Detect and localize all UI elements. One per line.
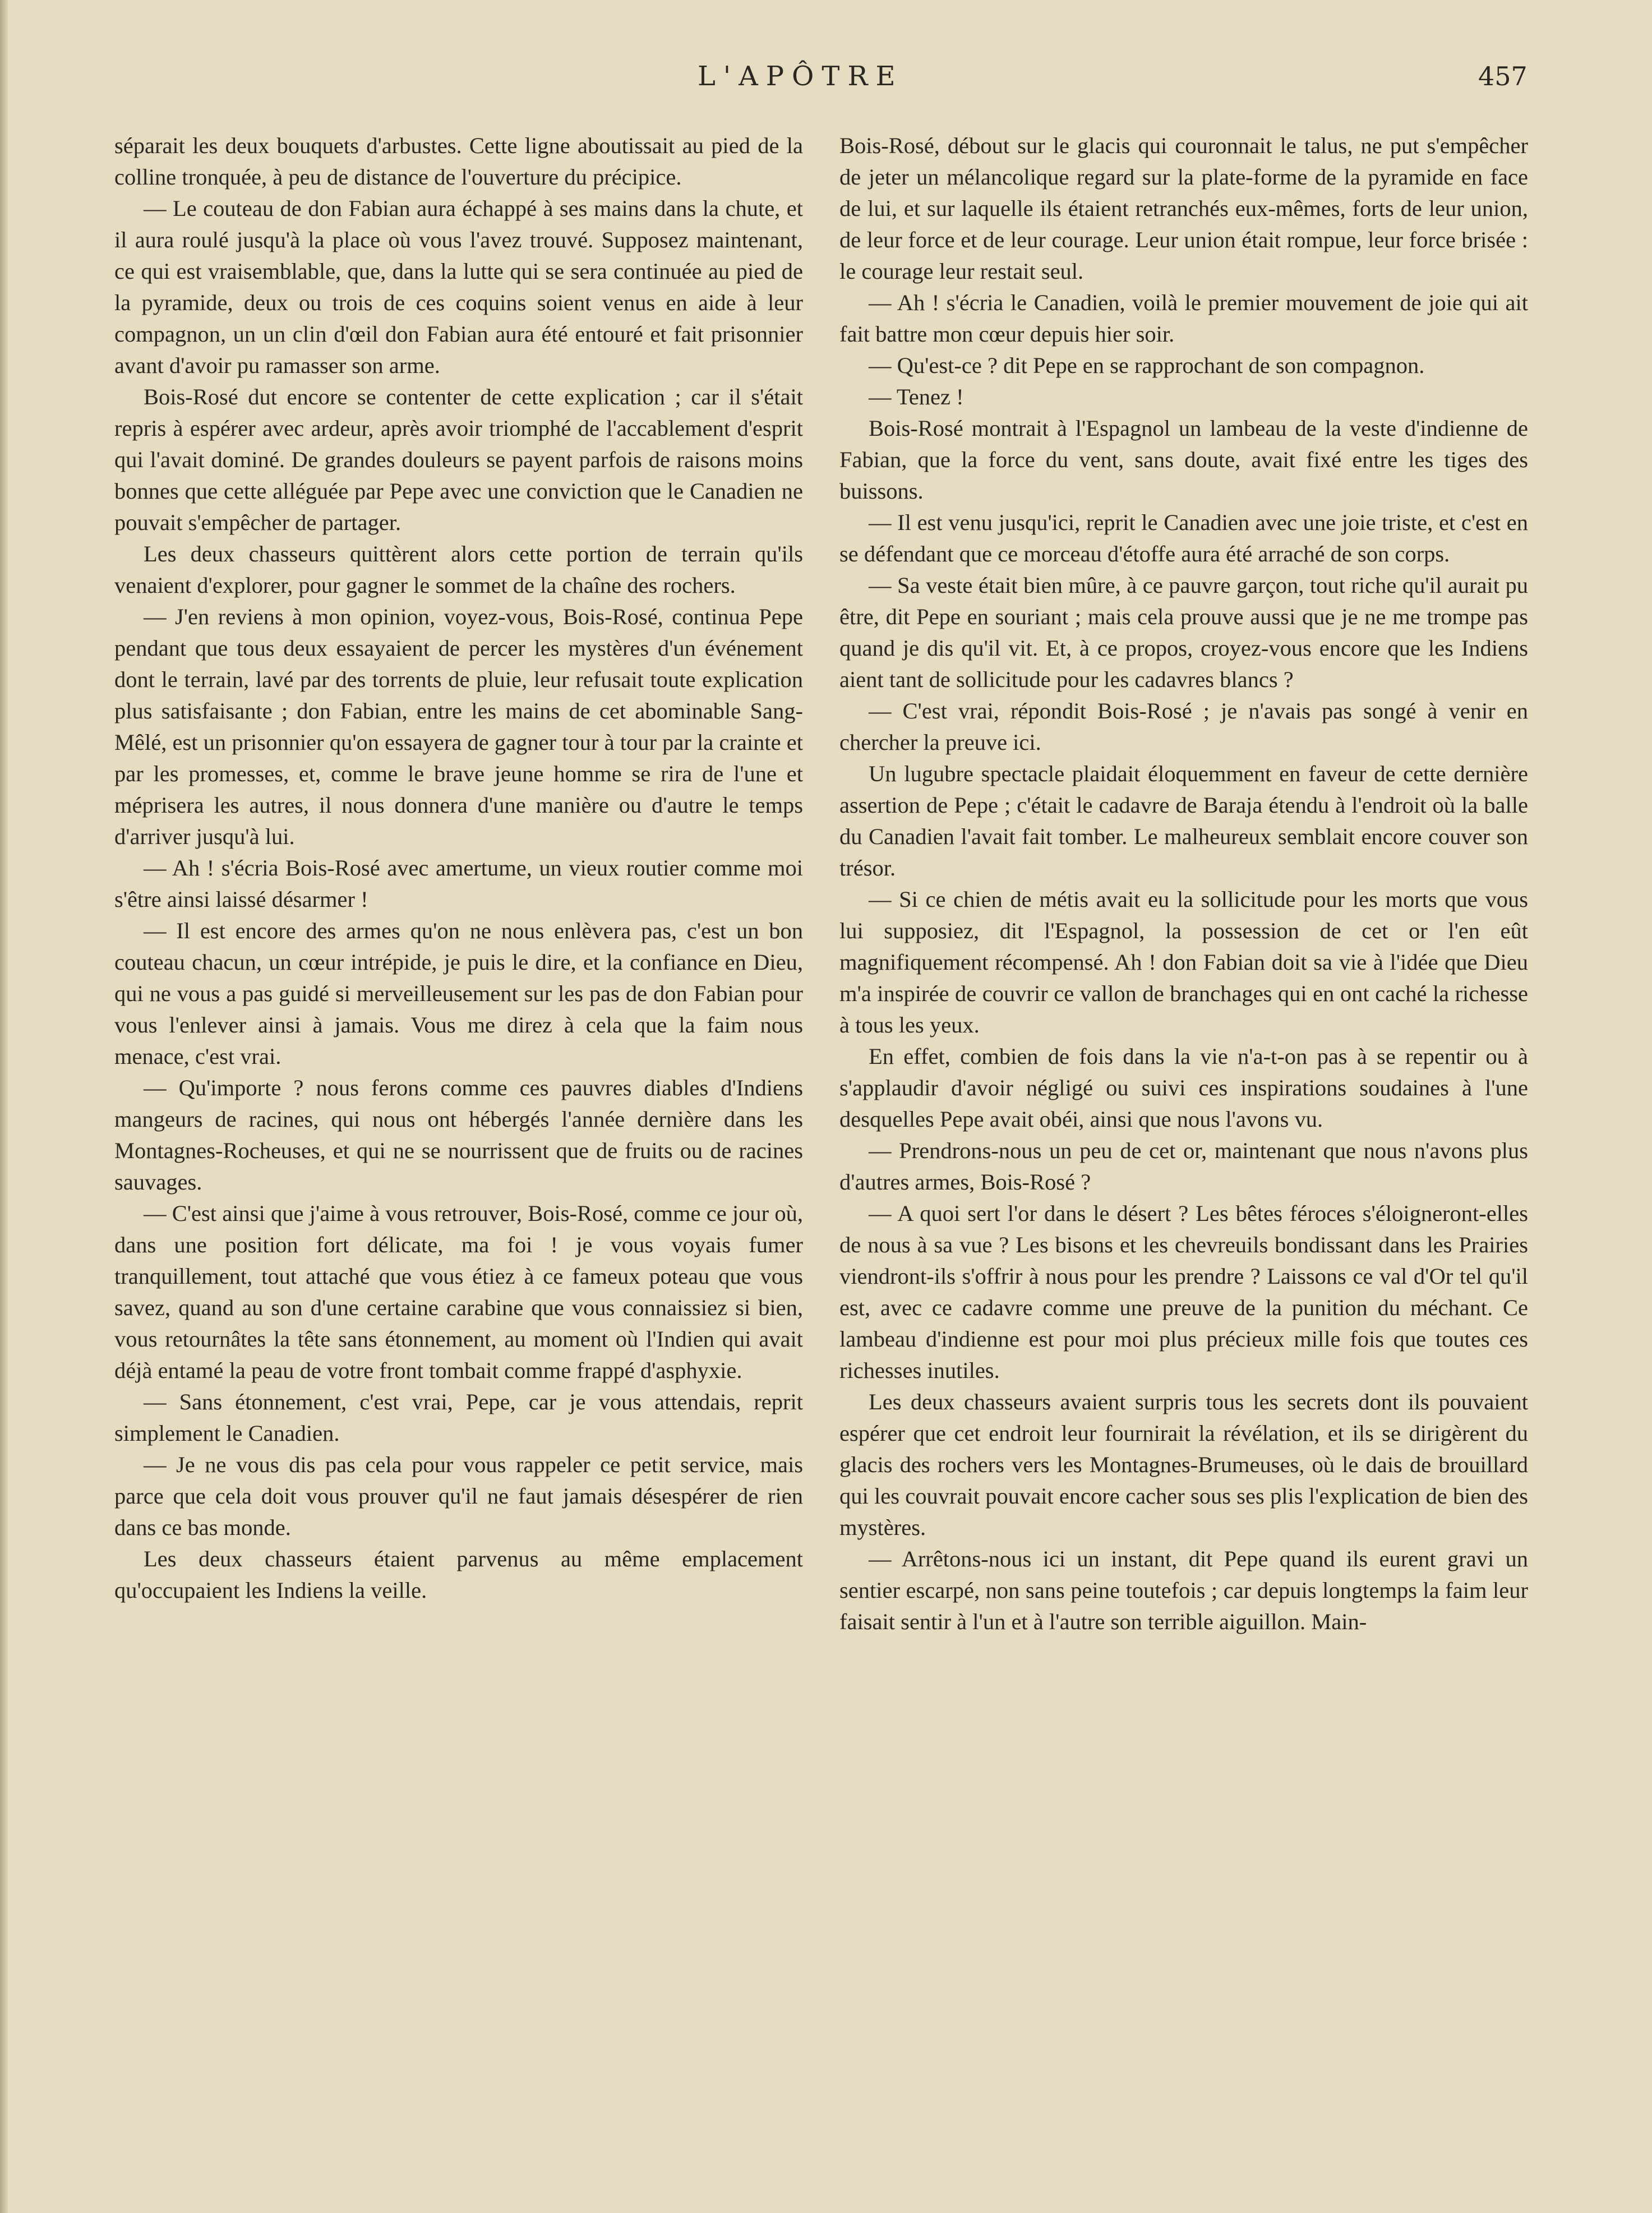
- page-number: 457: [1478, 61, 1528, 91]
- paragraph: — C'est ainsi que j'aime à vous retrouver, Bois-Rosé, comme ce jour où, dans une position fort délicate, ma foi ! je vous voyais fumer tranquillement, tout attaché que vous étiez à ce fameux poteau que vous savez, quand au son d'une certaine carabine que vous connaissiez si bien, vous retournâtes la tête sans étonnement, au moment où l'Indien qui avait déjà entamé la peau de votre front tombait comme frappé d'asphyxie.: [114, 1201, 803, 1383]
- paragraph: — A quoi sert l'or dans le désert ? Les bêtes féroces s'éloigneront-elles de nous à sa vue ? Les bisons et les chevreuils bondissant dans les Prairies viendront-ils s'offrir à nous pour les prendre ? Laissons ce val d'Or tel qu'il est, avec ce cadavre comme une preuve de la punition du méchant. Ce lambeau d'indienne est pour moi plus précieux mille fois que toutes ces richesses inutiles.: [839, 1201, 1528, 1383]
- page-binding-edge: [0, 0, 8, 2213]
- paragraph: — Sa veste était bien mûre, à ce pauvre garçon, tout riche qu'il aurait pu être, dit Pepe en souriant ; mais cela prouve aussi que je ne me trompe pas quand je dis qu'il vit. Et, à ce propos, croyez-vous encore que les Indiens aient tant de sollicitude pour les cadavres blancs ?: [839, 573, 1528, 692]
- paragraph: — Sans étonnement, c'est vrai, Pepe, car je vous attendais, reprit simplement le Canadien.: [114, 1389, 803, 1446]
- paragraph: — C'est vrai, répondit Bois-Rosé ; je n'avais pas songé à venir en chercher la preuve ici.: [839, 698, 1528, 755]
- paragraph: Bois-Rosé montrait à l'Espagnol un lambeau de la veste d'indienne de Fabian, que la force du vent, sans doute, avait fixé entre les tiges des buissons.: [839, 416, 1528, 504]
- paragraph: — Arrêtons-nous ici un instant, dit Pepe quand ils eurent gravi un sentier escarpé, non sans peine toutefois ; car depuis longtemps la faim leur faisait sentir à l'un et à l'autre son terrible aiguillon. Main-: [839, 1546, 1528, 1634]
- page-header: [0, 54, 1652, 99]
- paragraph: — Ah ! s'écria Bois-Rosé avec amertume, un vieux routier comme moi s'être ainsi laissé désarmer !: [114, 855, 803, 912]
- paragraph: — Tenez !: [869, 384, 964, 409]
- paragraph: — Qu'importe ? nous ferons comme ces pauvres diables d'Indiens mangeurs de racines, qui nous ont hébergés l'année dernière dans les Montagnes-Rocheuses, et qui ne se nourrissent que de fruits ou de racines sauvages.: [114, 1075, 803, 1195]
- paragraph: — Il est encore des armes qu'on ne nous enlèvera pas, c'est un bon couteau chacun, un cœur intrépide, je puis le dire, et la confiance en Dieu, qui ne vous a pas guidé si merveilleusement sur les pas de don Fabian pour vous l'enlever ainsi à jamais. Vous me direz à cela que la faim nous menace, c'est vrai.: [114, 918, 803, 1069]
- paragraph: — Ah ! s'écria le Canadien, voilà le premier mouvement de joie qui ait fait battre mon cœur depuis hier soir.: [839, 290, 1528, 347]
- paragraph: Les deux chasseurs étaient parvenus au même emplacement qu'occupaient les Indiens la veille.: [114, 1546, 803, 1603]
- left-text-column: [114, 130, 803, 1606]
- paragraph: Bois-Rosé dut encore se contenter de cette explication ; car il s'était repris à espérer avec ardeur, après avoir triomphé de l'accablement d'esprit qui l'avait dominé. De grandes douleurs se payent parfois de raisons moins bonnes que cette alléguée par Pepe avec une conviction que le Canadien ne pouvait s'empêcher de partager.: [114, 384, 803, 535]
- paragraph: — Le couteau de don Fabian aura échappé à ses mains dans la chute, et il aura roulé jusqu'à la place où vous l'avez trouvé. Supposez maintenant, ce qui est vraisemblable, que, dans la lutte qui se sera continuée au pied de la pyramide, deux ou trois de ces coquins soient venus en aide à leur compagnon, un un clin d'œil don Fabian aura été entouré et fait prisonnier avant d'avoir pu ramasser son arme.: [114, 196, 803, 378]
- paragraph: — Qu'est-ce ? dit Pepe en se rapprochant de son compagnon.: [869, 353, 1425, 378]
- paragraph: Un lugubre spectacle plaidait éloquemment en faveur de cette dernière assertion de Pepe ; c'était le cadavre de Baraja étendu à l'endroit où la balle du Canadien l'avait fait tomber. Le malheureux semblait encore couver son trésor.: [839, 761, 1528, 880]
- paragraph: — Il est venu jusqu'ici, reprit le Canadien avec une joie triste, et c'est en se défendant que ce morceau d'étoffe aura été arraché de son corps.: [839, 510, 1528, 566]
- paragraph: Les deux chasseurs avaient surpris tous les secrets dont ils pouvaient espérer que cet endroit leur fournirait la révélation, et ils se dirigèrent du glacis des rochers vers les Montagnes-Brumeuses, où le dais de brouillard qui les couvrait pouvait encore cacher sous ses plis l'explication de bien des mystères.: [839, 1389, 1528, 1540]
- running-title: L'APÔTRE: [698, 61, 903, 92]
- paragraph: En effet, combien de fois dans la vie n'a-t-on pas à se repentir ou à s'applaudir d'avoir négligé ou suivi ces inspirations soudaines à l'une desquelles Pepe avait obéi, ainsi que nous l'avons vu.: [839, 1044, 1528, 1132]
- paragraph: séparait les deux bouquets d'arbustes. Cette ligne aboutissait au pied de la colline tronquée, à peu de distance de l'ouverture du précipice.: [114, 133, 803, 190]
- paragraph: — Si ce chien de métis avait eu la sollicitude pour les morts que vous lui supposiez, dit l'Espagnol, la possession de cet or l'en eût magnifiquement récompensé. Ah ! don Fabian doit sa vie à l'idée que Dieu m'a inspirée de couvrir ce vallon de branchages qui en ont caché la richesse à tous les yeux.: [839, 887, 1528, 1038]
- paragraph: — Prendrons-nous un peu de cet or, maintenant que nous n'avons plus d'autres armes, Bois-Rosé ?: [839, 1138, 1528, 1195]
- paragraph: Bois-Rosé, débout sur le glacis qui couronnait le talus, ne put s'empêcher de jeter un mélancolique regard sur la plate-forme de la pyramide en face de lui, et sur laquelle ils étaient retranchés eux-mêmes, forts de leur union, de leur force et de leur courage. Leur union était rompue, leur force brisée : le courage leur restait seul.: [839, 133, 1528, 284]
- paragraph: — Je ne vous dis pas cela pour vous rappeler ce petit service, mais parce que cela doit vous prouver qu'il ne faut jamais désespérer de rien dans ce bas monde.: [114, 1452, 803, 1540]
- right-text-column: [839, 130, 1528, 1638]
- paragraph: Les deux chasseurs quittèrent alors cette portion de terrain qu'ils venaient d'explorer, pour gagner le sommet de la chaîne des rochers.: [114, 541, 803, 598]
- paragraph: — J'en reviens à mon opinion, voyez-vous, Bois-Rosé, continua Pepe pendant que tous deux essayaient de percer les mystères d'un événement dont le terrain, lavé par des torrents de pluie, leur refusait toute explication plus satisfaisante ; don Fabian, entre les mains de cet abominable Sang-Mêlé, est un prisonnier qu'on essayera de gagner tour à tour par la crainte et par les promesses, et, comme le brave jeune homme se rira de l'une et méprisera les autres, il nous donnera d'une manière ou d'autre le temps d'arriver jusqu'à lui.: [114, 604, 803, 849]
